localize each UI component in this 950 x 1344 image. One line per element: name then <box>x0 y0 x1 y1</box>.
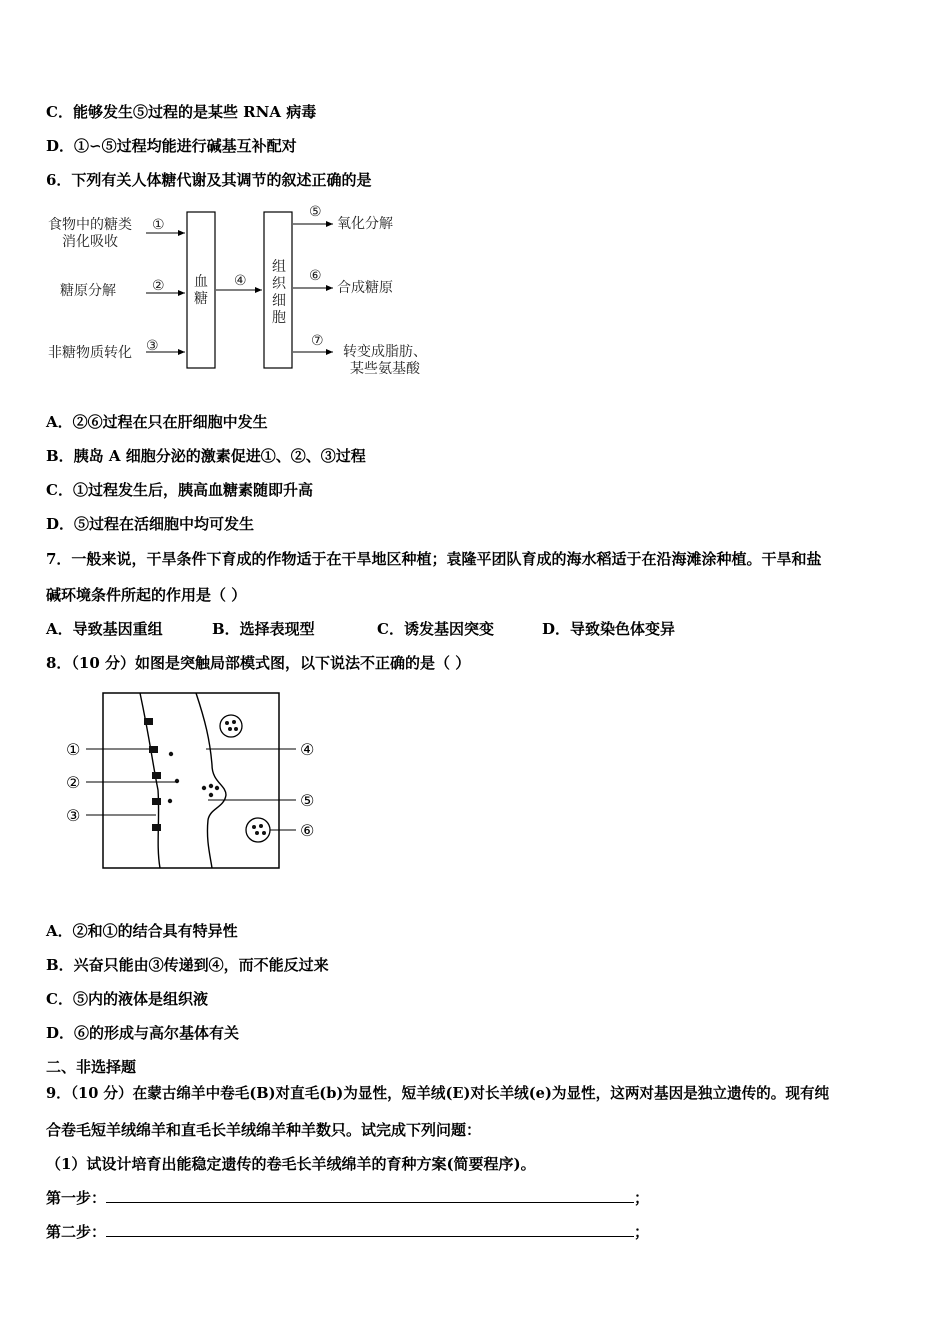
q8-stem: 8．（10 分）如图是突触局部模式图，以下说法不正确的是（ ） <box>46 654 471 672</box>
q5-option-d: D．①∽⑤过程均能进行碱基互补配对 <box>46 137 297 155</box>
label-3: ③ <box>66 806 81 825</box>
q8-option-a: A．②和①的结合具有特异性 <box>46 922 238 940</box>
source-food-line1: 食物中的糖类 <box>48 217 132 233</box>
tissue-box-char1: 组 <box>272 259 286 275</box>
q8-option-c: C．⑤内的液体是组织液 <box>46 990 208 1008</box>
tissue-box-char2: 织 <box>272 276 286 292</box>
q7-option-a: A．导致基因重组 <box>46 620 163 638</box>
q6-option-b: B．胰岛 A 细胞分泌的激素促进①、②、③过程 <box>46 447 366 465</box>
label-5: ⑤ <box>300 791 315 810</box>
vesicle-content <box>228 727 232 731</box>
blood-box-char1: 血 <box>194 274 208 290</box>
step-1-row <box>46 1188 649 1208</box>
output-oxidation: 氧化分解 <box>337 216 393 232</box>
label-2: ② <box>66 773 81 792</box>
label-4: ④ <box>300 740 315 759</box>
q9-subquestion-1: （1）试设计培育出能稳定遗传的卷毛长羊绒绵羊的育种方案(简要程序)。 <box>46 1155 536 1173</box>
receptor <box>144 718 153 725</box>
q9-stem-line1: 9．（10 分）在蒙古绵羊中卷毛(B)对直毛(b)为显性，短羊绒(E)对长羊绒(e)为显性，这两对基因是独立遗传的。现有纯 <box>46 1085 830 1102</box>
q7-option-d: D．导致染色体变异 <box>542 620 676 638</box>
step-6-label: ⑥ <box>309 268 322 284</box>
vesicle-content <box>234 727 238 731</box>
output-convert-line2: 某些氨基酸 <box>350 361 420 377</box>
transmitter-molecule <box>175 779 179 783</box>
transmitter-molecule <box>168 799 172 803</box>
section-heading: 二、非选择题 <box>46 1058 137 1076</box>
q6-option-d: D．⑤过程在活细胞中均可发生 <box>46 515 255 533</box>
step-2-semicolon: ； <box>634 1223 650 1241</box>
vesicle-content <box>252 825 256 829</box>
transmitter-molecule <box>169 752 173 756</box>
q6-option-a: A．②⑥过程在只在肝细胞中发生 <box>46 413 268 431</box>
presynaptic-membrane <box>196 693 226 868</box>
output-glycogen: 合成糖原 <box>337 280 393 296</box>
step-2-row <box>46 1222 649 1242</box>
blood-box-char2: 糖 <box>194 291 208 307</box>
q8-option-d: D．⑥的形成与高尔基体有关 <box>46 1024 240 1042</box>
step-1-label-text: 第一步： <box>46 1189 107 1207</box>
vesicle-content <box>255 831 259 835</box>
output-convert-line1: 转变成脂肪、 <box>343 344 427 360</box>
source-glycogen: 糖原分解 <box>60 283 116 299</box>
q7-option-b: B．选择表现型 <box>212 620 315 638</box>
receptor <box>149 746 158 753</box>
step-2-label-text: 第二步： <box>46 1223 107 1241</box>
step-2-label: ② <box>152 278 165 294</box>
q7-option-c: C．诱发基因突变 <box>377 620 494 638</box>
q6-option-c: C．①过程发生后，胰高血糖素随即升高 <box>46 481 313 499</box>
synaptic-vesicle <box>220 715 242 737</box>
step-1-answer-blank[interactable] <box>106 1188 634 1203</box>
synaptic-vesicle <box>246 818 270 842</box>
vesicle-content <box>232 720 236 724</box>
q7-stem-line2: 碱环境条件所起的作用是（ ） <box>46 586 247 604</box>
step-4-label: ④ <box>234 273 247 289</box>
transmitter-molecule <box>215 786 219 790</box>
step-1-semicolon: ； <box>634 1189 650 1207</box>
label-6: ⑥ <box>300 821 315 840</box>
receptor <box>152 772 161 779</box>
synapse-diagram <box>60 685 330 875</box>
q8-option-b: B．兴奋只能由③传递到④，而不能反过来 <box>46 956 329 974</box>
receptor <box>152 798 161 805</box>
q6-stem: 6．下列有关人体糖代谢及其调节的叙述正确的是 <box>46 171 372 189</box>
vesicle-content <box>225 721 229 725</box>
q9-stem-line2: 合卷毛短羊绒绵羊和直毛长羊绒绵羊种羊数只。试完成下列问题： <box>46 1121 482 1139</box>
tissue-box-char3: 细 <box>272 293 286 309</box>
transmitter-molecule <box>209 784 213 788</box>
blood-sugar-diagram <box>40 200 460 385</box>
q5-option-c: C．能够发生⑤过程的是某些 RNA 病毒 <box>46 103 317 121</box>
step-3-label: ③ <box>146 338 159 354</box>
source-food-line2: 消化吸收 <box>62 234 118 250</box>
step-5-label: ⑤ <box>309 204 322 220</box>
transmitter-molecule <box>209 793 213 797</box>
receptor <box>152 824 161 831</box>
step-2-answer-blank[interactable] <box>106 1222 634 1237</box>
vesicle-content <box>262 831 266 835</box>
step-1-label: ① <box>152 217 165 233</box>
transmitter-molecule <box>202 786 206 790</box>
blood-sugar-box <box>187 212 215 368</box>
tissue-box-char4: 胞 <box>272 310 286 326</box>
step-7-label: ⑦ <box>311 333 324 349</box>
diagram-frame <box>103 693 279 868</box>
source-nonsugar: 非糖物质转化 <box>48 345 132 361</box>
q7-stem-line1: 7．一般来说，干旱条件下育成的作物适于在干旱地区种植；袁隆平团队育成的海水稻适于在沿海滩涂种植。干旱和盐 <box>46 550 822 568</box>
vesicle-content <box>259 824 263 828</box>
label-1: ① <box>66 740 81 759</box>
